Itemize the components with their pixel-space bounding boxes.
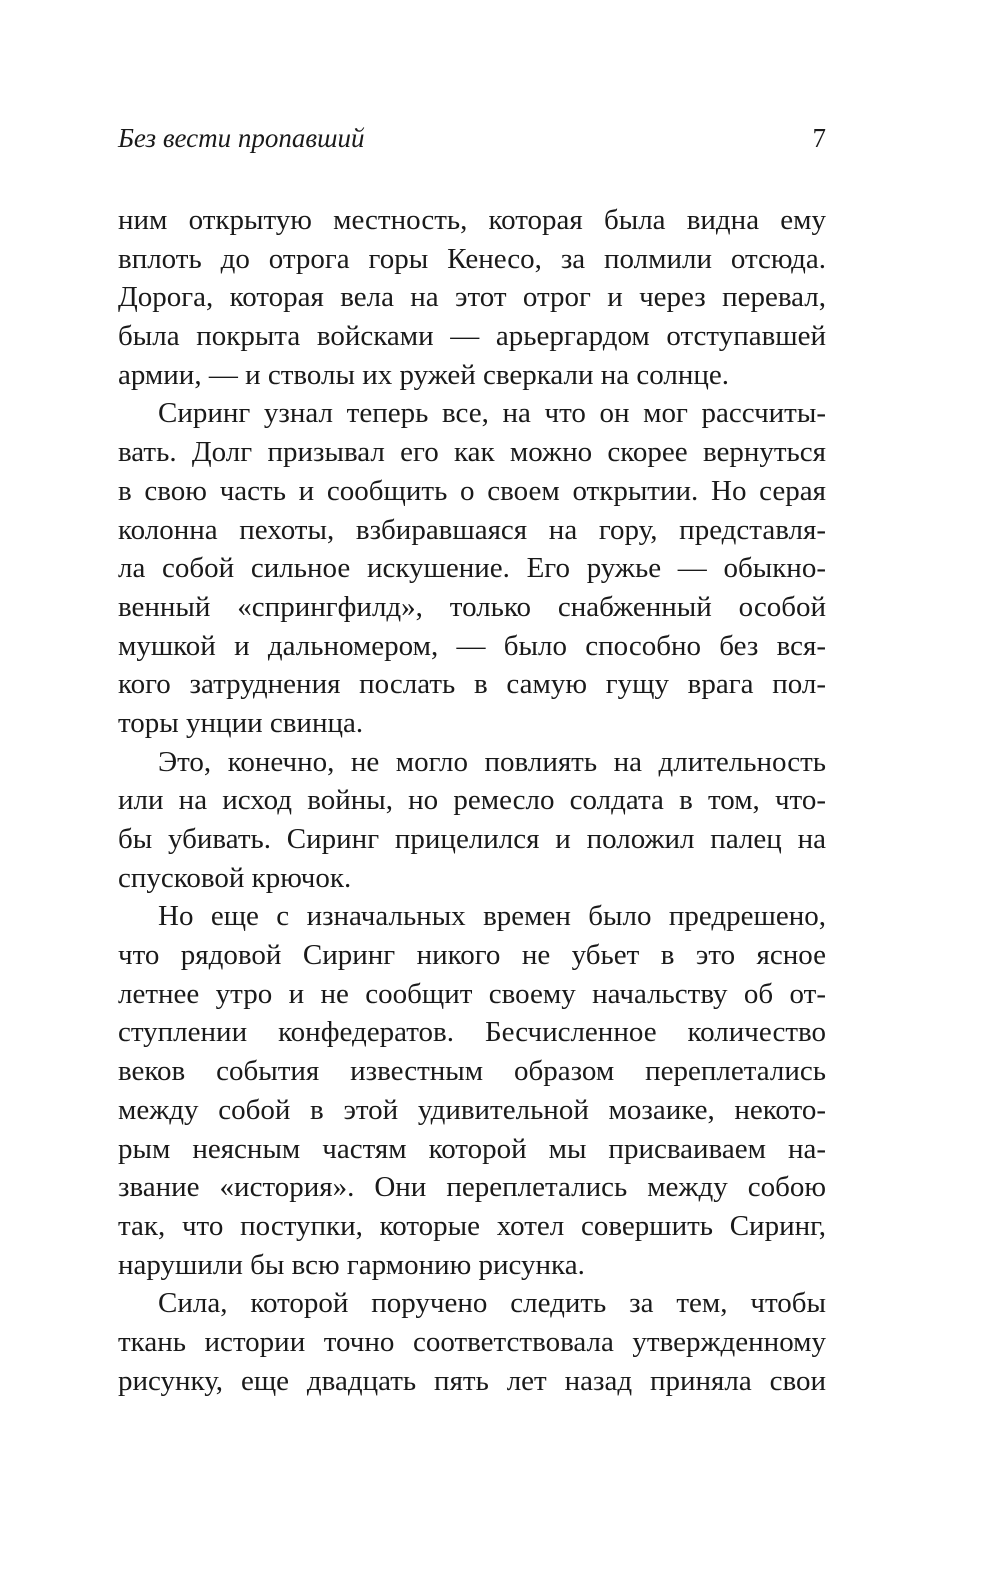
text-line: ним открытую местность, которая была видна ему: [118, 204, 826, 236]
running-title: Без вести пропавший: [118, 123, 365, 153]
text-line: ткань истории точно соответствовала утвержденному: [118, 1325, 826, 1358]
text-line: так, что поступки, которые хотел совершить Сиринг,: [118, 1209, 826, 1242]
text-line: звание «история». Они переплетались между собою: [118, 1171, 826, 1204]
text-line: Дорога, которая вела на этот отрог и через перевал,: [118, 281, 826, 314]
text-line: была покрыта войсками — арьергардом отступавшей: [118, 320, 826, 353]
text-line: бы убивать. Сиринг прицелился и положил палец на: [118, 823, 826, 855]
paragraph-start-line: Сила, которой поручено следить за тем, чтобы: [158, 1287, 826, 1320]
text-line: спусковой крючок.: [118, 861, 352, 894]
text-line: ла собой сильное искушение. Его ружье — обыкно-: [118, 552, 826, 585]
paragraph-start-line: Сиринг узнал теперь все, на что он мог рассчиты-: [158, 397, 826, 430]
text-line: рым неясным частям которой мы присваиваем на-: [118, 1132, 826, 1165]
text-line: веков события известным образом переплетались: [118, 1055, 826, 1088]
text-line: вплоть до отрога горы Кенесо, за полмили отсюда.: [118, 242, 826, 275]
text-line: ступлении конфедератов. Бесчисленное количество: [118, 1016, 826, 1049]
paragraph-start-line: Это, конечно, не могло повлиять на длительность: [158, 745, 826, 778]
text-line: что рядовой Сиринг никого не убьет в это ясное: [118, 939, 826, 972]
text-line: торы унции свинца.: [118, 706, 364, 739]
text-line: вать. Долг призывал его как можно скорее вернуться: [118, 436, 826, 469]
text-line: летнее утро и не сообщит своему начальству об от-: [118, 977, 826, 1010]
text-line: нарушили бы всю гармонию рисунка.: [118, 1248, 585, 1281]
text-line: армии, — и стволы их ружей сверкали на солнце.: [118, 358, 730, 391]
text-line: между собой в этой удивительной мозаике, некото-: [118, 1093, 826, 1126]
text-line: или на исход войны, но ремесло солдата в том, что-: [118, 784, 826, 817]
running-head: [118, 118, 826, 158]
text-line: в свою часть и сообщить о своем открытии. Но серая: [118, 474, 826, 507]
paragraph-start-line: Но еще с изначальных времен было предрешено,: [158, 900, 826, 933]
text-line: кого затруднения послать в самую гущу врага пол-: [118, 668, 826, 701]
text-line: рисунку, еще двадцать пять лет назад приняла свои: [118, 1364, 826, 1397]
body-text: [118, 201, 826, 1400]
text-line: венный «спрингфилд», только снабженный особой: [118, 590, 826, 623]
text-line: колонна пехоты, взбиравшаяся на гору, представля-: [118, 513, 826, 546]
page-number: 7: [812, 123, 826, 153]
text-line: мушкой и дальномером, — было способно без вся-: [118, 629, 826, 662]
